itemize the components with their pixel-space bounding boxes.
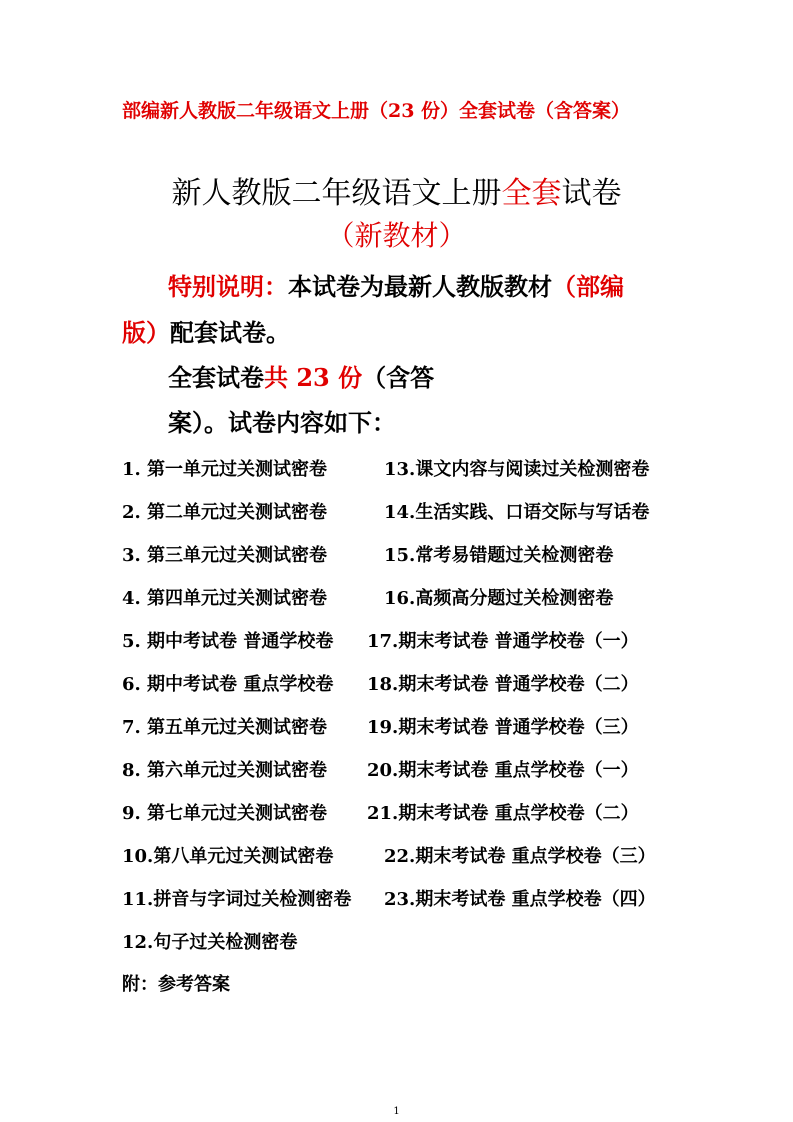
special-note-line-2: [122, 313, 290, 348]
special-note-highlight: （部编: [552, 272, 624, 301]
list-item-right: 17.期末考试卷 普通学校卷（一）: [367, 631, 639, 652]
list-item: [122, 885, 722, 915]
list-item-right: 22.期末考试卷 重点学校卷（三）: [384, 846, 656, 867]
count-highlight: 共 23 份: [264, 363, 363, 392]
list-item: [122, 584, 722, 614]
main-title: [0, 168, 793, 212]
list-item: [122, 455, 722, 485]
list-item-right: 13.课文内容与阅读过关检测密卷: [384, 459, 650, 480]
main-title-highlight: 全套: [501, 176, 562, 211]
special-note-label: 特别说明：: [168, 272, 288, 301]
list-item: [122, 627, 722, 657]
list-item-right: 20.期末考试卷 重点学校卷（一）: [367, 760, 639, 781]
count-line-2: 案）。试卷内容如下：: [168, 408, 396, 437]
list-item-left: 7. 第五单元过关测试密卷: [122, 717, 328, 738]
list-item: [122, 756, 722, 786]
list-item-left: 1. 第一单元过关测试密卷: [122, 459, 328, 480]
list-item-left: 11.拼音与字词过关检测密卷: [122, 889, 352, 910]
count-suffix: （含答: [362, 363, 435, 392]
list-item: [122, 799, 722, 829]
count-line-1: [168, 358, 434, 393]
list-item-right: 21.期末考试卷 重点学校卷（二）: [367, 803, 639, 824]
list-item-left: 4. 第四单元过关测试密卷: [122, 588, 328, 609]
special-note-text: 本试卷为最新人教版教材: [288, 272, 552, 301]
list-item: [122, 498, 722, 528]
list-item-left: 10.第八单元过关测试密卷: [122, 846, 334, 867]
list-item-left: 12.句子过关检测密卷: [122, 932, 298, 953]
special-note-line2-highlight: 版）: [122, 318, 170, 347]
list-item-left: 5. 期中考试卷 普通学校卷: [122, 631, 334, 652]
list-item-left: 8. 第六单元过关测试密卷: [122, 760, 328, 781]
list-item-right: 14.生活实践、口语交际与写话卷: [384, 502, 650, 523]
list-item-left: 6. 期中考试卷 重点学校卷: [122, 674, 334, 695]
list-item-left: 3. 第三单元过关测试密卷: [122, 545, 328, 566]
main-title-part2: 试卷: [561, 176, 622, 211]
list-item-left: 9. 第七单元过关测试密卷: [122, 803, 328, 824]
appendix-label: 附：参考答案: [122, 974, 230, 995]
list-item: [122, 670, 722, 700]
list-item: [122, 842, 722, 872]
main-title-part1: 新人教版二年级语文上册: [171, 176, 502, 211]
list-item: [122, 713, 722, 743]
special-note-line2-text: 配套试卷。: [170, 318, 290, 347]
sub-title: （新教材）: [326, 219, 467, 252]
page-number: 1: [393, 1106, 400, 1117]
list-item-right: 19.期末考试卷 普通学校卷（三）: [367, 717, 639, 738]
document-header-title: 部编新人教版二年级语文上册（23 份）全套试卷（含答案）: [122, 100, 631, 122]
list-item-right: 15.常考易错题过关检测密卷: [384, 545, 614, 566]
list-item-right: 18.期末考试卷 普通学校卷（二）: [367, 674, 639, 695]
list-item: [122, 541, 722, 571]
list-item-right: 23.期末考试卷 重点学校卷（四）: [384, 889, 656, 910]
special-note-line-1: [168, 267, 624, 302]
list-item-right: 16.高频高分题过关检测密卷: [384, 588, 614, 609]
list-item-left: 2. 第二单元过关测试密卷: [122, 502, 328, 523]
count-prefix: 全套试卷: [168, 363, 264, 392]
list-item: [122, 928, 722, 958]
